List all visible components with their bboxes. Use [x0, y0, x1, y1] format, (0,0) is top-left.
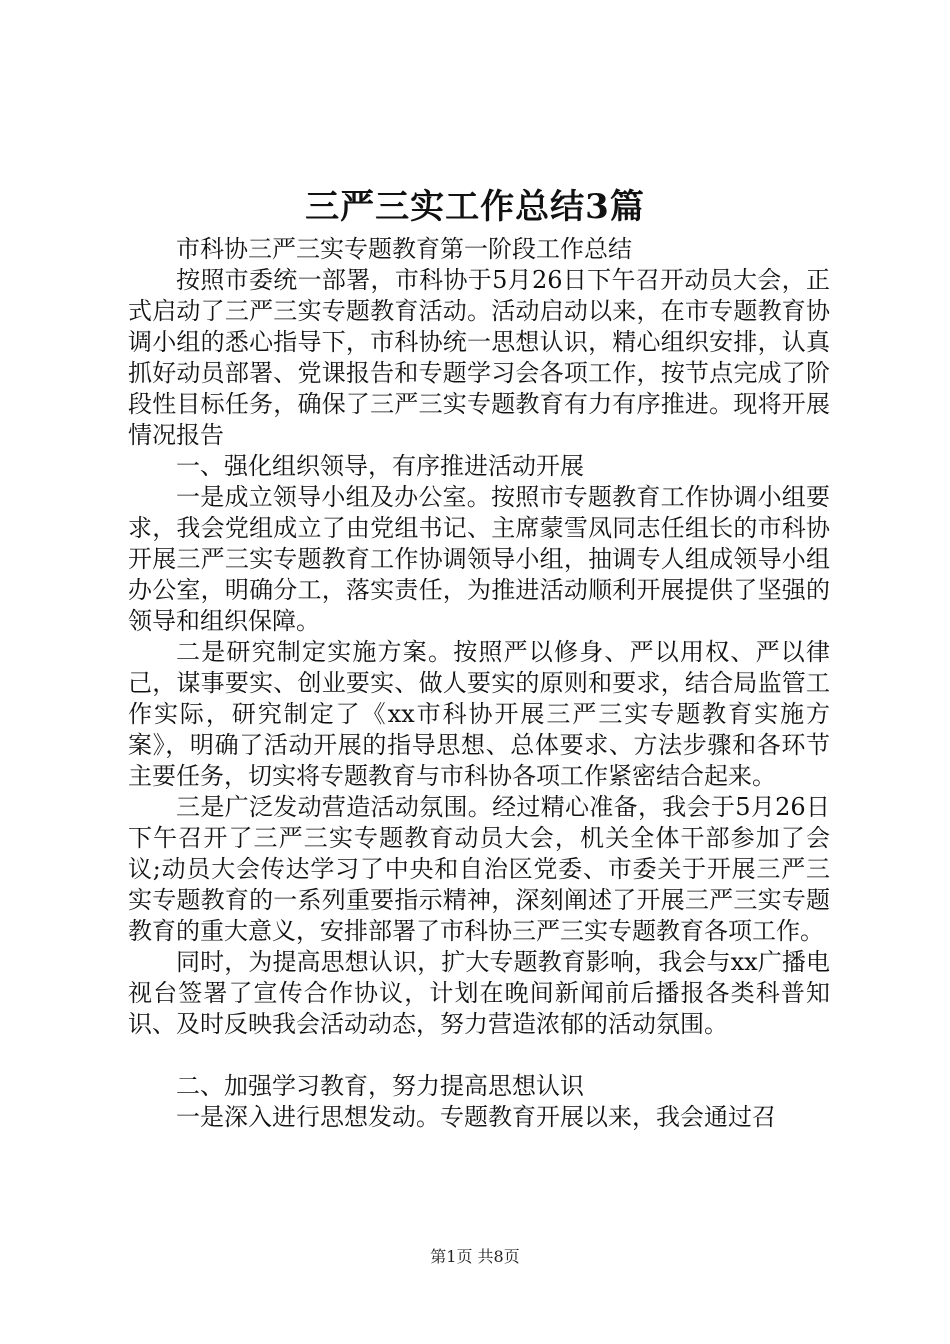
section-heading-1: 一、强化组织领导，有序推进活动开展 [176, 452, 584, 480]
paragraph-implementation-plan: 二是研究制定实施方案。按照严以修身、严以用权、严以律己，谋事要实、创业要实、做人要实的原则和要求，结合局监管工作实际，研究制定了《xx市科协开展三严三实专题教育实施方案》，明确了活动开展的指导思想、总体要求、方法步骤和各环节主要任务，切实将专题教育与市科协各项工作紧密结合起来。 [128, 638, 830, 790]
document-body [128, 234, 830, 1133]
page-footer: 第1页 共8页 [430, 1247, 520, 1266]
paragraph-publicity: 同时，为提高思想认识，扩大专题教育影响，我会与xx广播电视台签署了宣传合作协议，计划在晚间新闻前后播报各类科普知识、及时反映我会活动动态，努力营造浓郁的活动氛围。 [128, 948, 830, 1038]
paragraph-subtitle: 市科协三严三实专题教育第一阶段工作总结 [176, 235, 632, 263]
paragraph-intro: 按照市委统一部署，市科协于5月26日下午召开动员大会，正式启动了三严三实专题教育活动。活动启动以来，在市专题教育协调小组的悉心指导下，市科协统一思想认识，精心组织安排，认真抓好动员部署、党课报告和专题学习会各项工作，按节点完成了阶段性目标任务，确保了三严三实专题教育有力有序推进。现将开展情况报告 [128, 266, 830, 449]
section-heading-2: 二、加强学习教育，努力提高思想认识 [176, 1072, 584, 1100]
paragraph-leadership-group: 一是成立领导小组及办公室。按照市专题教育工作协调小组要求，我会党组成立了由党组书记、主席蒙雪凤同志任组长的市科协开展三严三实专题教育工作协调领导小组，抽调专人组成领导小组办公室，明确分工，落实责任，为推进活动顺利开展提供了坚强的领导和组织保障。 [128, 483, 830, 635]
document-title: 三严三实工作总结3篇 [305, 187, 645, 227]
paragraph-ideological-mobilization: 一是深入进行思想发动。专题教育开展以来，我会通过召 [176, 1103, 776, 1131]
paragraph-mobilization: 三是广泛发动营造活动氛围。经过精心准备，我会于5月26日下午召开了三严三实专题教育动员大会，机关全体干部参加了会议;动员大会传达学习了中央和自治区党委、市委关于开展三严三实专题教育的一系列重要指示精神，深刻阐述了开展三严三实专题教育的重大意义，安排部署了市科协三严三实专题教育各项工作。 [128, 793, 830, 945]
